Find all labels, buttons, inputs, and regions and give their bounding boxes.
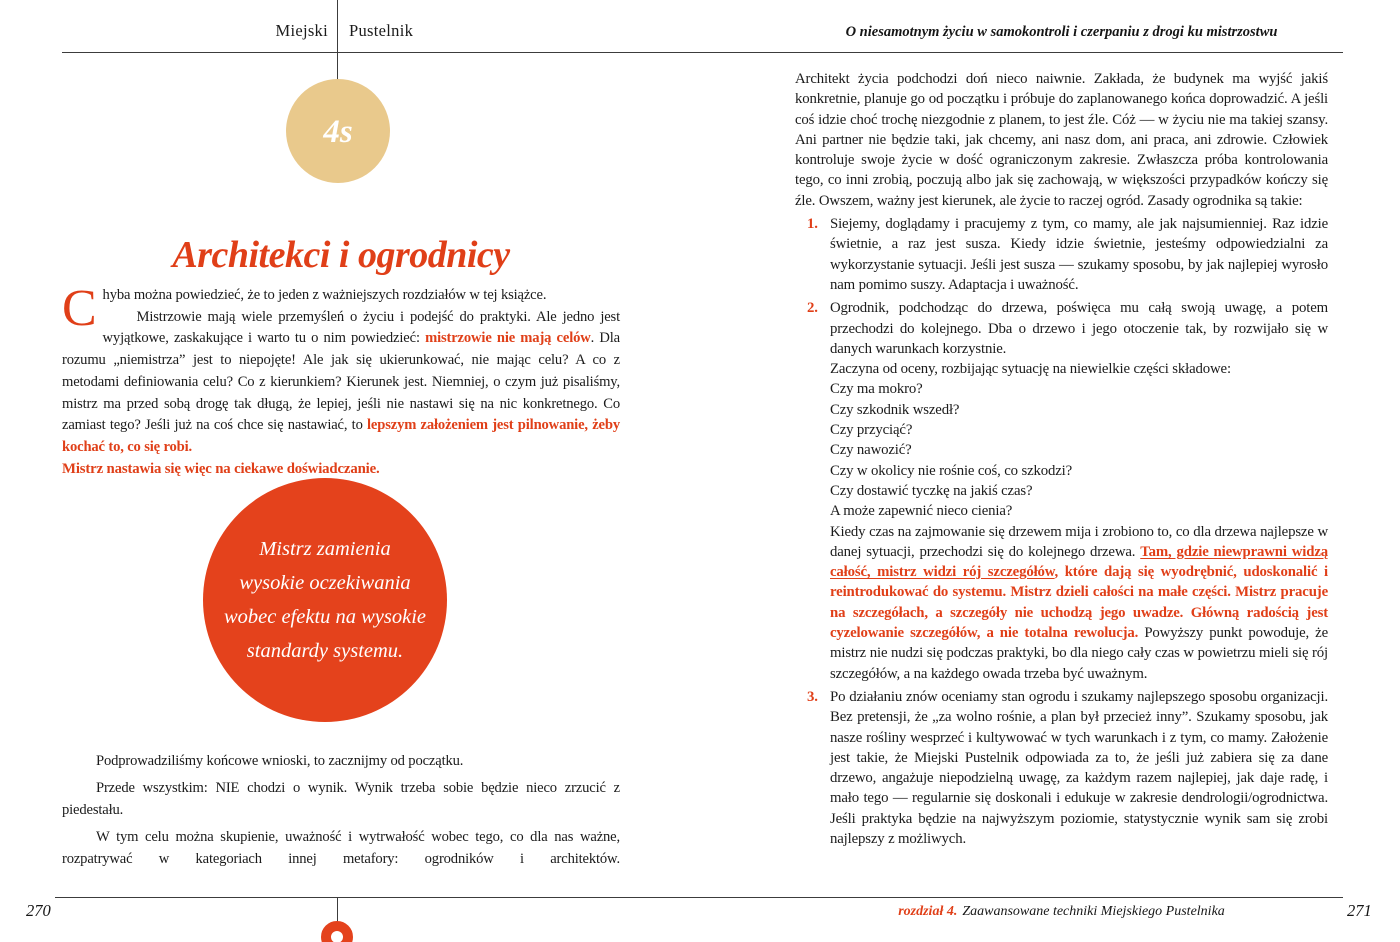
bottom-rule: [55, 897, 1343, 898]
list-number: 2.: [807, 300, 818, 317]
question-line: A może zapewnić nieco cienia?: [830, 503, 1013, 520]
list-item: [795, 298, 1328, 684]
paragraph: hyba można powiedzieć, że to jeden z ważniejszych rozdziałów w tej książce.: [102, 287, 547, 303]
chapter-footer: [795, 904, 1328, 920]
pull-quote-circle: [203, 478, 447, 722]
chapter-footer-title: Zaawansowane techniki Miejskiego Pustelnika: [962, 904, 1225, 919]
right-column-text: [795, 69, 1328, 849]
list-paragraph: Po działaniu znów oceniamy stan ogrodu i szukamy najlepszego sposobu organizacji. Bez pretensji, że „za wolno rośnie, a plan był przecież inny”. Szukamy sposobu, jak nasze rośliny wesprzeć i kultywować w tych warunkach i z tym, co mamy. Założenie jest takie, że Miejski Pustelnik odpowiada za to, że jeśli już zabiera się za dane drzewo, angażuje niepodzielną uwagę, za każdym razem najlepiej, jak daje radę, i mało tego — regularnie się doskonali i edukuje w zakresie dendrologii/ogrodnictwa. Jeśli praktyka będzie na najwyższym poziomie, statystycznie wynik sam się zrobi najlepszy z możliwych.: [830, 688, 1328, 847]
gardener-rules-list: [795, 214, 1328, 849]
paragraph: Architekt życia podchodzi doń nieco naiwnie. Zakłada, że budynek ma wyjść jakiś konkretnie, planuje go od początku i próbuje do zaplanowanego końca doprowadzić. A jeśli coś idzie choć trochę niezgodnie z planem, to jest źle. Cóż — w życiu nie ma takiej szansy. Ani partner nie będzie taki, jak chcemy, ani nasz dom, ani praca, ani zdrowie. Człowiek kontroluje swoje życie w dość ograniczonym zakresie. Zwłaszcza próba kontrolowania tego, co inni zrobią, poczują albo jak się zachowają, w większości przypadków kończy się źle. Owszem, ważny jest kierunek, ale życie to raczej ogród. Zasady ogrodnika są takie:: [795, 71, 1328, 209]
paragraph: Podprowadziliśmy końcowe wnioski, to zacznijmy od początku.: [96, 753, 464, 769]
chapter-footer-label: rozdział 4.: [898, 904, 958, 919]
list-item: [795, 687, 1328, 849]
chapter-title: Architekci i ogrodnicy: [172, 234, 510, 277]
paragraph: Mistrzowie mają wiele przemyśleń o życiu i podejść do praktyki. Ale jedno jest wyjątkowe, zaskakujące i warto tu o nim powiedzieć: mistrzowie nie mają celów. Dla rozumu „niemistrza” jest to niepojęte! Ale jak się ukierunkować, nie mając celu? A co z metodami definiowania celu? Co z kierunkiem? Kierunek jest. Niemniej, o czym już pisaliśmy, mistrz ma przed sobą drogę tak długą, że lepiej, jeśli nie nastawi się na nic konkretnego. Co zamiast tego? Jeśli już na coś chce się nastawiać, to lepszym założeniem jest pilnowanie, żeby kochać to, co się robi.: [62, 308, 620, 455]
list-item: [795, 214, 1328, 295]
footer-ornament-line: [337, 898, 338, 923]
question-line: Czy dostawić tyczkę na jakiś czas?: [830, 482, 1033, 499]
footer-ornament-ring-icon: [321, 921, 353, 942]
running-head-left-part1: Miejski: [275, 21, 328, 40]
list-number: 1.: [807, 216, 818, 233]
pull-quote-text: Mistrz zamienia wysokie oczekiwania wobec efektu na wysokie standardy systemu.: [223, 538, 427, 662]
list-item-body: [830, 687, 1328, 849]
question-line: Czy w okolicy nie rośnie coś, co szkodzi?: [830, 462, 1073, 479]
running-head-left-part2: Pustelnik: [349, 21, 414, 40]
list-paragraph: Ogrodnik, podchodząc do drzewa, poświęca mu całą swoją uwagę, a potem przechodzi do kolejnego. Dba o drzewo i jego otoczenie tak, by rozwijało się w danych warunkach korzystnie.: [830, 300, 1328, 357]
running-head-right: O niesamotnym życiu w samokontroli i czerpaniu z drogi ku mistrzostwu: [845, 24, 1278, 40]
page-number-right: 271: [1347, 901, 1372, 920]
top-rule: [62, 52, 1343, 53]
question-line: Czy ma mokro?: [830, 381, 923, 398]
list-paragraph: Zaczyna od oceny, rozbijając sytuację na niewielkie części składowe:: [830, 361, 1231, 378]
question-line: Czy szkodnik wszedł?: [830, 401, 960, 418]
accent-statement: Mistrz nastawia się więc na ciekawe doświadczanie.: [62, 460, 380, 477]
paragraph: W tym celu można skupienie, uważność i wytrwałość wobec tego, co dla nas ważne, rozpatrywać w kategoriach innej metafory: ogrodników i architektów.: [62, 829, 620, 867]
list-number: 3.: [807, 688, 818, 705]
left-column-text-bottom: [62, 750, 620, 875]
chapter-badge-label: 4s: [323, 113, 353, 150]
list-item-body: [830, 298, 1328, 684]
header-divider-line: [337, 0, 338, 80]
list-paragraph: Siejemy, doglądamy i pracujemy z tym, co mamy, ale jak najsumienniej. Raz idzie świetnie, a raz jest susza. Kiedy idzie świetnie, jesteśmy odpowiedzialni za wykorzystanie sytuacji. Jeśli jest susza — szukamy sposobu, by jak najlepiej wyrosło nam pomimo suszy. Adaptacja i uważność.: [830, 216, 1328, 293]
drop-cap: C: [62, 280, 97, 337]
paragraph: Przede wszystkim: NIE chodzi o wynik. Wynik trzeba sobie będzie nieco zrzucić z piedestału.: [62, 780, 620, 818]
page-number-left: 270: [26, 901, 51, 920]
list-paragraph: Kiedy czas na zajmowanie się drzewem mija i zrobiono to, co dla drzewa najlepsze w danej sytuacji, przechodzi się do kolejnego drzewa. Tam, gdzie niewprawni widzą całość, mistrz widzi rój szczegółów, które dają się wyodrębnić, udoskonalić i reintrodukować do systemu. Mistrz dzieli całości na małe części. Mistrz pracuje na szczegółach, a szczegóły nie uchodzą jego uwadze. Główną radością jest cyzelowanie szczegółów, a nie totalna rewolucja. Powyższy punkt powoduje, że mistrz nie nudzi się podczas praktyki, bo dla niego cały czas w powietrzu mieli się rój szczegółów, a na każdego owada trzeba być uważnym.: [830, 523, 1329, 682]
question-line: Czy nawozić?: [830, 442, 912, 459]
list-item-body: [830, 214, 1328, 295]
chapter-badge-circle: [286, 79, 390, 183]
left-column-text: [62, 280, 620, 480]
question-line: Czy przyciąć?: [830, 422, 913, 439]
